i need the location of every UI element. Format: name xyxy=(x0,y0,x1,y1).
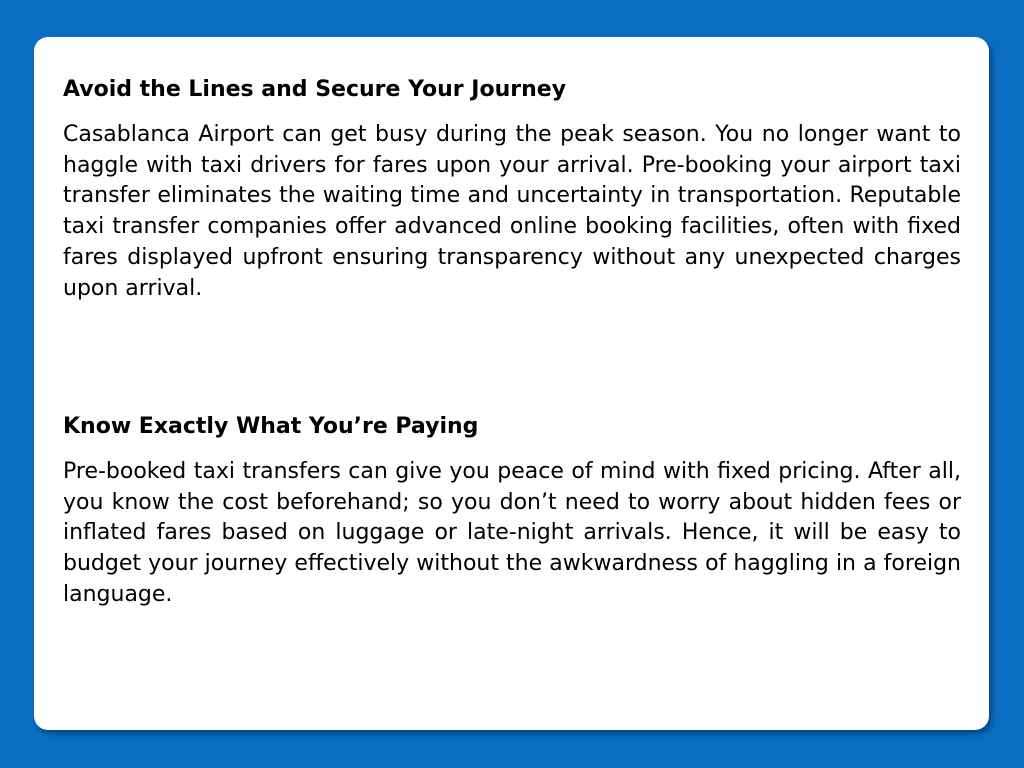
section-heading: Avoid the Lines and Secure Your Journey xyxy=(63,77,567,102)
content-card xyxy=(34,37,989,730)
section-paragraph: Casablanca Airport can get busy during the peak season. You no longer want to haggle with taxi drivers for fares upon your arrival. Pre-booking your airport taxi transfer eliminates the waiting time and uncertainty in transportation. Reputable taxi transfer companies offer advanced online booking facilities, often with fixed fares displayed upfront ensuring transparency without any unexpected charges upon arrival. xyxy=(63,122,961,301)
section-heading: Know Exactly What You’re Paying xyxy=(63,414,479,439)
section-know-paying xyxy=(63,413,961,611)
section-avoid-lines xyxy=(63,76,961,304)
section-paragraph: Pre-booked taxi transfers can give you peace of mind with fixed pricing. After all, you know the cost beforehand; so you don’t need to worry about hidden fees or inflated fares based on luggage or late-night arrivals. Hence, it will be easy to budget your journey effectively without the awkwardness of haggling in a foreign language. xyxy=(63,459,961,607)
